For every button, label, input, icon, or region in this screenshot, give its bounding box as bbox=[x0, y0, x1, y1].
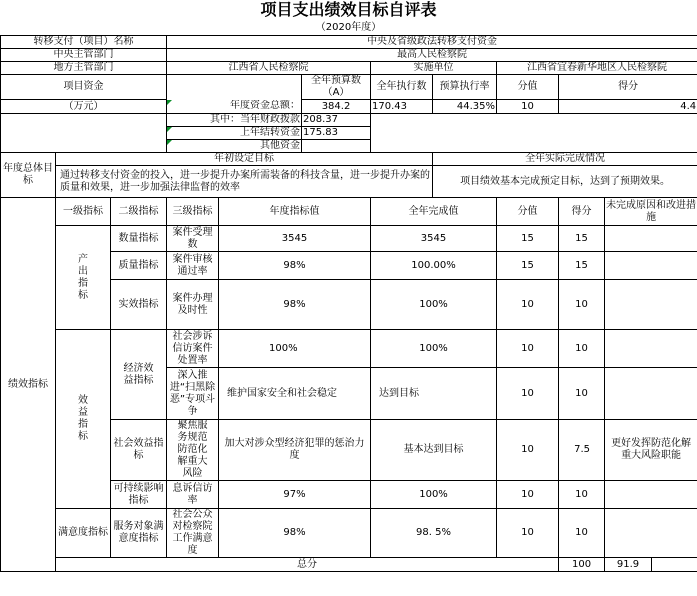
indicator-l2: 数量指标 bbox=[111, 226, 167, 252]
central-dept: 最高人民检察院 bbox=[167, 49, 697, 62]
indicator-actual: 100.00% bbox=[371, 252, 497, 280]
indicator-l3: 社会公众对检察院工作满意度 bbox=[167, 509, 219, 558]
indicator-actual: 100% bbox=[371, 280, 497, 330]
label-fiscal: 其中：当年财政拨款 bbox=[167, 114, 302, 127]
label-annual-exec: 全年执行数 bbox=[371, 75, 433, 100]
indicator-reason bbox=[605, 252, 697, 280]
label-carryover: 上年结转资金 bbox=[167, 127, 302, 140]
total-score: 100 bbox=[559, 558, 605, 572]
indicator-reason bbox=[605, 509, 697, 558]
indicator-actual: 3545 bbox=[371, 226, 497, 252]
indicator-reason: 更好发挥防范化解重大风险职能 bbox=[605, 420, 697, 481]
label-funds: 项目资金 bbox=[1, 75, 167, 100]
indicator-got: 7.5 bbox=[559, 420, 605, 481]
indicator-score: 10 bbox=[497, 330, 559, 368]
total-got: 91.9 bbox=[605, 558, 652, 572]
indicator-target: 97% bbox=[219, 481, 371, 509]
label-score: 分值 bbox=[497, 75, 559, 100]
indicator-got: 10 bbox=[559, 481, 605, 509]
carryover-value: 175.83 bbox=[302, 127, 371, 140]
indicator-target: 加大对涉众型经济犯罪的惩治力度 bbox=[219, 420, 371, 481]
indicator-target: 98% bbox=[219, 280, 371, 330]
local-dept: 江西省人民检察院 bbox=[167, 62, 371, 75]
label-lvl3: 三级指标 bbox=[167, 198, 219, 226]
label-other-funds: 其他资金 bbox=[167, 140, 302, 153]
indicator-reason bbox=[605, 481, 697, 509]
indicator-actual: 100% bbox=[371, 481, 497, 509]
label-got: 得分 bbox=[559, 75, 697, 100]
label-perf: 绩效指标 bbox=[1, 198, 56, 572]
indicator-target: 98% bbox=[219, 509, 371, 558]
indicator-target: 维护国家安全和社会稳定 bbox=[219, 368, 371, 420]
indicator-reason bbox=[605, 280, 697, 330]
label-lvl2: 二级指标 bbox=[111, 198, 167, 226]
fiscal-value: 208.37 bbox=[302, 114, 371, 127]
label-central-dept: 中央主管部门 bbox=[1, 49, 167, 62]
indicator-score: 10 bbox=[497, 368, 559, 420]
indicator-got: 10 bbox=[559, 280, 605, 330]
indicator-score: 15 bbox=[497, 252, 559, 280]
indicator-l3: 社会涉诉信访案件处置率 bbox=[167, 330, 219, 368]
label-funds-unit: （万元） bbox=[1, 100, 167, 114]
indicator-target: 98% bbox=[219, 252, 371, 280]
l1-satisfaction: 满意度指标 bbox=[56, 509, 111, 558]
label-impl-unit: 实施单位 bbox=[371, 62, 497, 75]
label-project-name: 转移支付（项目）名称 bbox=[1, 36, 167, 49]
initial-goal-text: 通过转移支付资金的投入，进一步提升办案所需装备的科技含量，进一步提升办案的质量和效果，进一步加强法律监督的效率 bbox=[56, 166, 433, 198]
indicator-l2: 社会效益指标 bbox=[111, 420, 167, 481]
indicator-score: 15 bbox=[497, 226, 559, 252]
indicator-actual: 100% bbox=[371, 330, 497, 368]
indicator-l2: 质量指标 bbox=[111, 252, 167, 280]
other-value bbox=[302, 140, 371, 153]
project-name: 中央及省级政法转移支付资金 bbox=[167, 36, 697, 49]
indicator-actual: 98. 5% bbox=[371, 509, 497, 558]
indicator-got: 10 bbox=[559, 509, 605, 558]
indicator-l3: 案件办理及时性 bbox=[167, 280, 219, 330]
indicator-actual: 达到目标 bbox=[371, 368, 497, 420]
label-overall-goal: 年度总体目标 bbox=[1, 153, 56, 198]
label-total-funds: 年度资金总额： bbox=[167, 100, 302, 114]
l1-output: 产出指标 bbox=[56, 226, 111, 330]
evaluation-table bbox=[0, 35, 697, 572]
label-exec-rate: 预算执行率 bbox=[433, 75, 497, 100]
label-col-score: 分值 bbox=[497, 198, 559, 226]
indicator-l2: 实效指标 bbox=[111, 280, 167, 330]
indicator-got: 15 bbox=[559, 226, 605, 252]
indicator-got: 10 bbox=[559, 368, 605, 420]
indicator-l3: 息诉信访率 bbox=[167, 481, 219, 509]
label-actual-done: 全年实际完成情况 bbox=[433, 153, 697, 166]
indicator-l3: 案件受理数 bbox=[167, 226, 219, 252]
indicator-l3: 案件审核通过率 bbox=[167, 252, 219, 280]
label-reason: 未完成原因和改进措施 bbox=[605, 198, 697, 226]
total-exec: 170.43 bbox=[371, 100, 433, 114]
indicator-target: 3545 bbox=[219, 226, 371, 252]
page-title: 项目支出绩效目标自评表 bbox=[260, 0, 437, 19]
indicator-target: 100% bbox=[219, 330, 371, 368]
indicator-l3: 聚焦服务规范防范化解重大风险 bbox=[167, 420, 219, 481]
indicator-score: 10 bbox=[497, 509, 559, 558]
indicator-l3: 深入推进“扫黑除恶”专项斗争 bbox=[167, 368, 219, 420]
funds-got: 4.4 bbox=[559, 100, 697, 114]
indicator-l2: 服务对象满意度指标 bbox=[111, 509, 167, 558]
indicator-l2: 可持续影响指标 bbox=[111, 481, 167, 509]
funds-score: 10 bbox=[497, 100, 559, 114]
label-local-dept: 地方主管部门 bbox=[1, 62, 167, 75]
label-target-val: 年度指标值 bbox=[219, 198, 371, 226]
label-col-got: 得分 bbox=[559, 198, 605, 226]
l1-benefit: 效益指标 bbox=[56, 330, 111, 509]
exec-rate: 44.35% bbox=[433, 100, 497, 114]
label-actual-val: 全年完成值 bbox=[371, 198, 497, 226]
indicator-got: 10 bbox=[559, 330, 605, 368]
indicator-l2: 经济效益指标 bbox=[111, 330, 167, 420]
actual-done-text: 项目绩效基本完成预定目标，达到了预期效果。 bbox=[433, 166, 697, 198]
indicator-actual: 基本达到目标 bbox=[371, 420, 497, 481]
label-total: 总分 bbox=[56, 558, 559, 572]
indicator-score: 10 bbox=[497, 280, 559, 330]
impl-unit: 江西省宜春新华地区人民检察院 bbox=[497, 62, 697, 75]
indicator-reason bbox=[605, 330, 697, 368]
indicator-got: 15 bbox=[559, 252, 605, 280]
indicator-score: 10 bbox=[497, 420, 559, 481]
label-lvl1: 一级指标 bbox=[56, 198, 111, 226]
indicator-reason bbox=[605, 368, 697, 420]
label-initial-goal: 年初设定目标 bbox=[56, 153, 433, 166]
indicator-score: 10 bbox=[497, 481, 559, 509]
report-year: （2020年度） bbox=[315, 22, 382, 33]
label-annual-budget: 全年预算数（A） bbox=[302, 75, 371, 100]
total-budget: 384.2 bbox=[302, 100, 371, 114]
indicator-reason bbox=[605, 226, 697, 252]
